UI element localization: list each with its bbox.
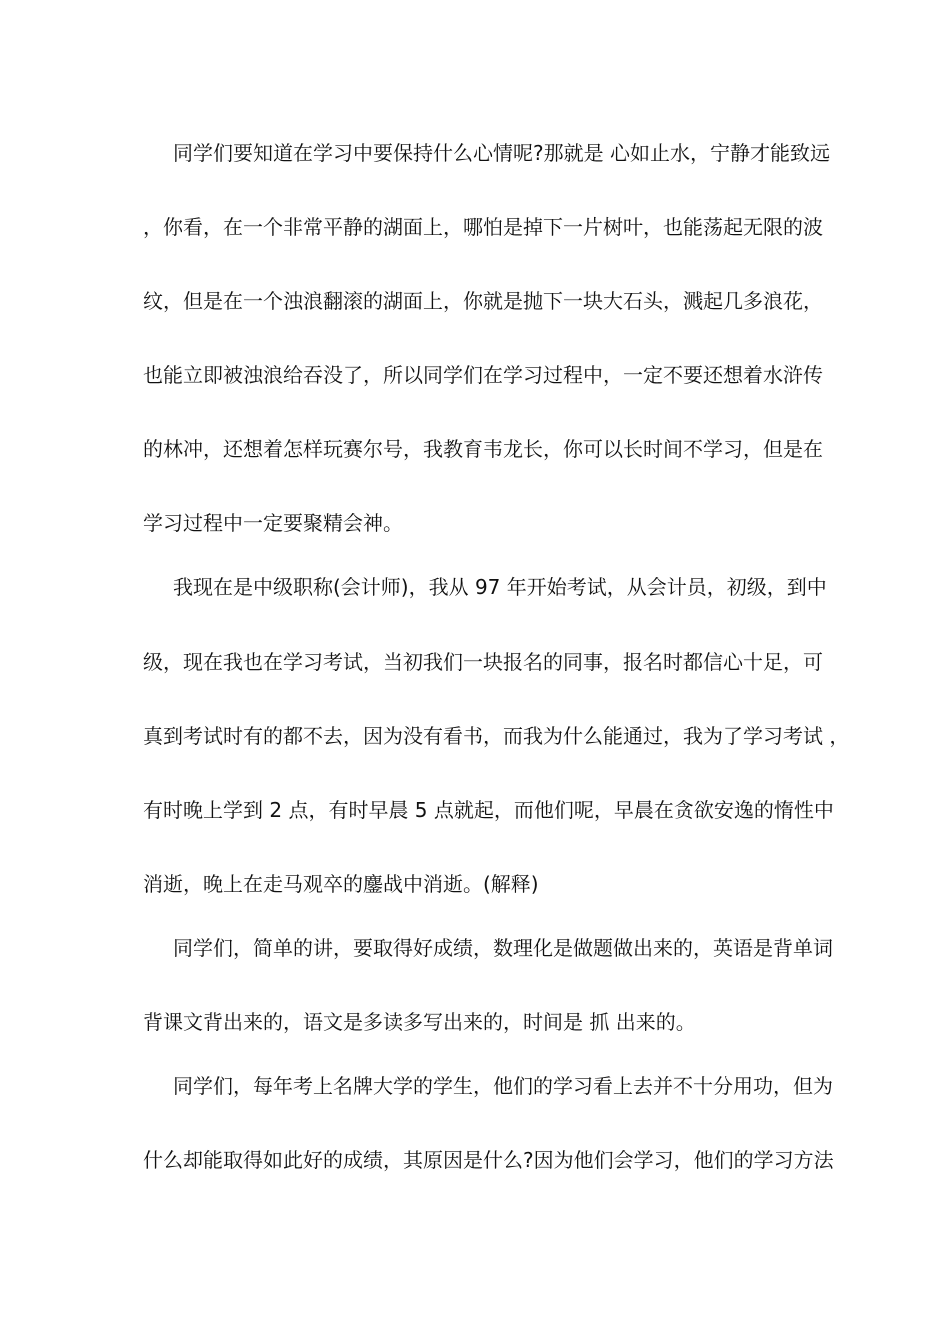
text-line: 也能立即被浊浪给吞没了，所以同学们在学习过程中，一定不要还想着水浒传 (143, 363, 823, 387)
text-line: 的林冲，还想着怎样玩赛尔号，我教育韦龙长，你可以长时间不学习，但是在 (143, 437, 823, 461)
text-line: 同学们，每年考上名牌大学的学生，他们的学习看上去并不十分用功，但为 (173, 1074, 833, 1098)
text-line: 同学们，简单的讲，要取得好成绩，数理化是做题做出来的，英语是背单词 (173, 936, 833, 960)
text-line: 学习过程中一定要聚精会神。 (143, 511, 403, 535)
text-line: 真到考试时有的都不去，因为没有看书，而我为什么能通过，我为了学习考试 ， (143, 724, 850, 748)
text-line: 消逝，晚上在走马观卒的鏖战中消逝。(解释) (143, 872, 539, 896)
text-line: 同学们要知道在学习中要保持什么心情呢?那就是 心如止水，宁静才能致远 (173, 141, 830, 165)
text-line: 背课文背出来的，语文是多读多写出来的，时间是 抓 出来的。 (143, 1010, 696, 1034)
text-line: 纹，但是在一个浊浪翻滚的湖面上，你就是抛下一块大石头，溅起几多浪花， (143, 289, 823, 313)
text-line: 我现在是中级职称(会计师)，我从 97 年开始考试，从会计员，初级，到中 (173, 575, 827, 599)
text-line: 什么却能取得如此好的成绩，其原因是什么?因为他们会学习，他们的学习方法 (143, 1148, 834, 1172)
text-line: 有时晚上学到 2 点，有时早晨 5 点就起，而他们呢，早晨在贪欲安逸的惰性中 (143, 798, 834, 822)
text-line: 级，现在我也在学习考试，当初我们一块报名的同事，报名时都信心十足，可 (143, 650, 823, 674)
text-line: ，你看，在一个非常平静的湖面上，哪怕是掉下一片树叶，也能荡起无限的波 (143, 215, 823, 239)
